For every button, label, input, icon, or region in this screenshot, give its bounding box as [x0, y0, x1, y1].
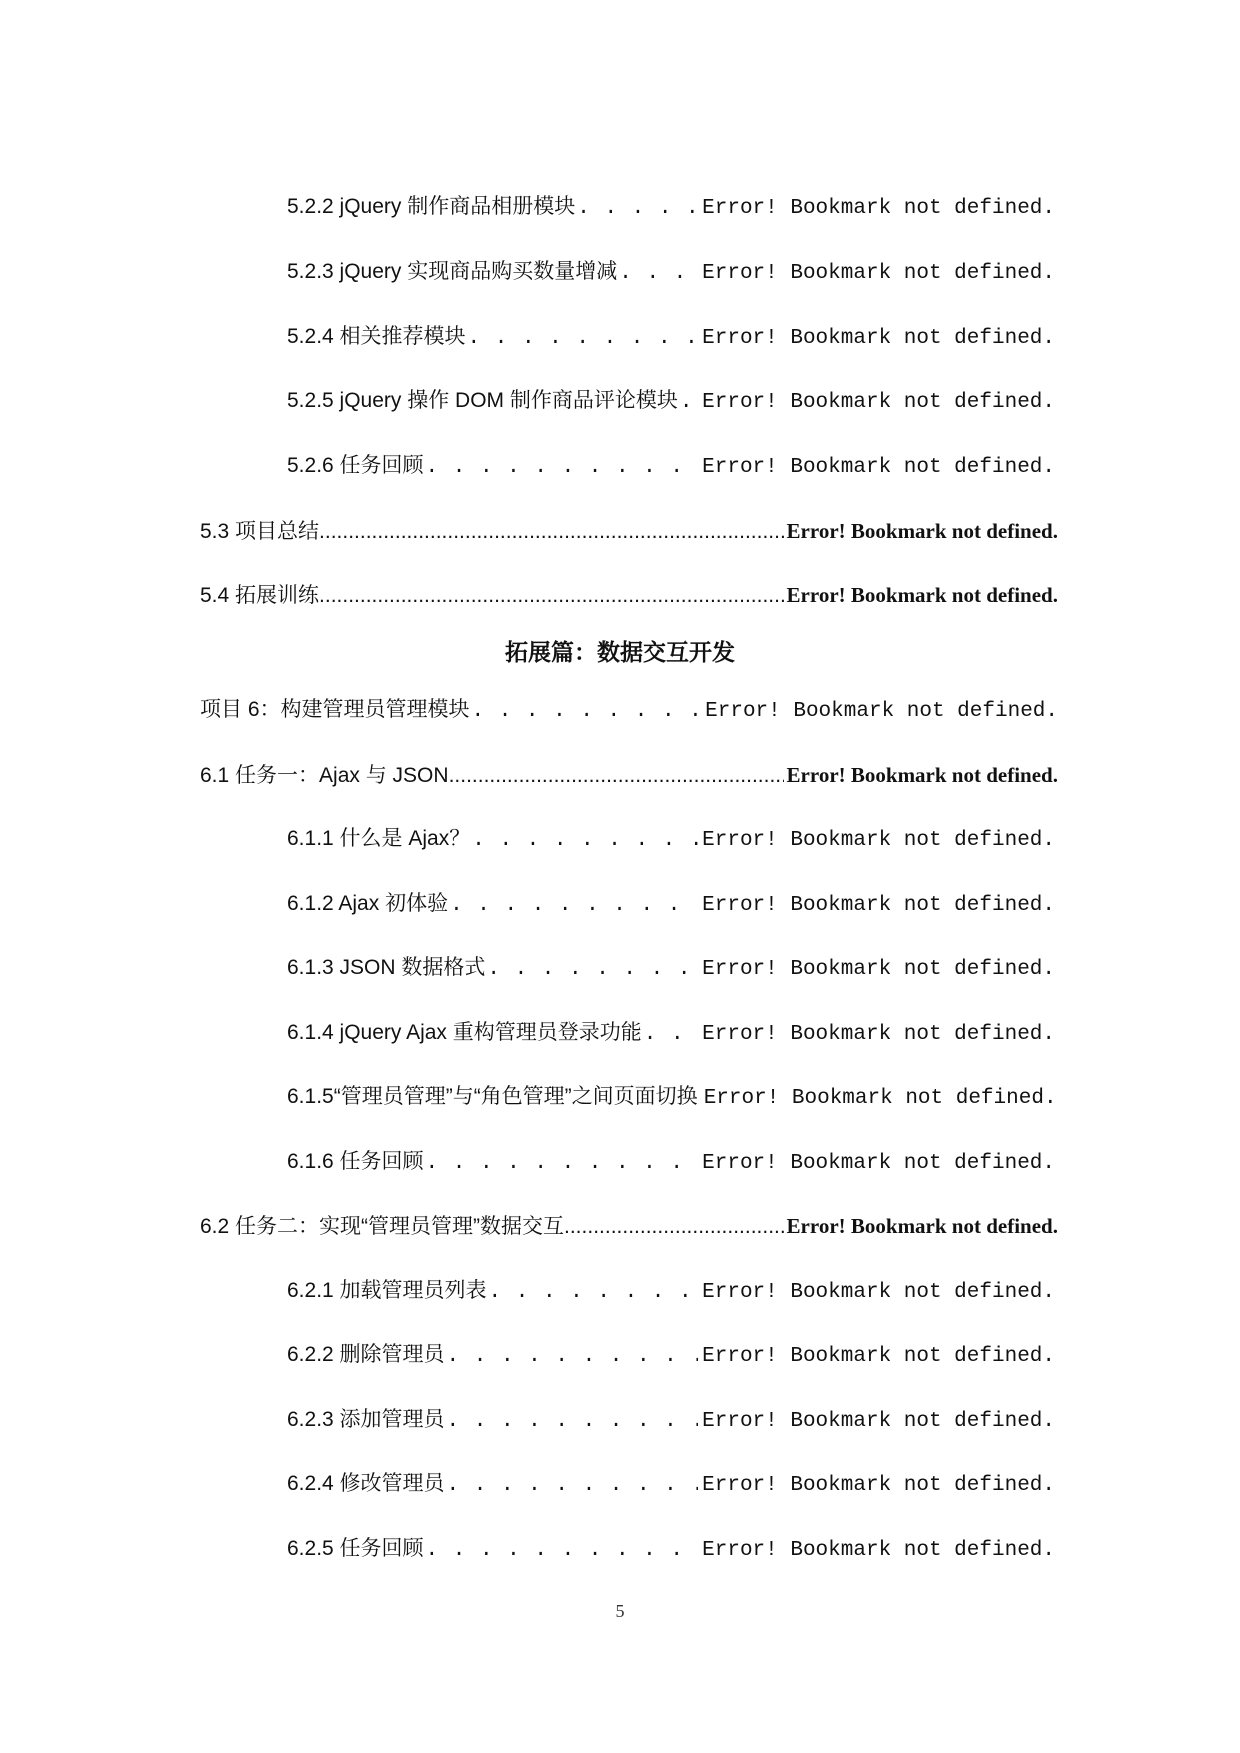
toc-entry-title: 6.1.2 Ajax 初体验: [287, 892, 449, 915]
toc-page-ref: Error! Bookmark not defined.: [705, 700, 1058, 723]
toc-entry-title: 5.2.3 jQuery 实现商品购买数量增减: [287, 260, 618, 283]
toc-entry[interactable]: [200, 690, 1058, 730]
toc-entry[interactable]: [287, 1335, 1055, 1375]
toc-page-ref: Error! Bookmark not defined.: [702, 1281, 1055, 1304]
toc-entry-title: 6.2.5 任务回顾: [287, 1537, 424, 1560]
toc-entry-title: 6.1.6 任务回顾: [287, 1150, 424, 1173]
toc-entry-title: 6.2.2 删除管理员: [287, 1343, 445, 1366]
dot-leader: [450, 886, 698, 926]
toc-entry[interactable]: [287, 317, 1055, 357]
toc-entry[interactable]: [200, 755, 1058, 795]
toc-entry[interactable]: [287, 948, 1055, 988]
dot-leader: [487, 950, 698, 990]
dot-leader: [577, 189, 698, 229]
toc-entry[interactable]: [287, 381, 1055, 421]
toc-entry-title: 6.2.3 添加管理员: [287, 1408, 445, 1431]
dot-leader: [319, 576, 784, 616]
toc-page-ref: Error! Bookmark not defined.: [702, 1345, 1055, 1368]
toc-page-ref: Error! Bookmark not defined.: [786, 519, 1058, 543]
toc-entry[interactable]: [287, 1271, 1055, 1311]
dot-leader: [426, 1531, 699, 1571]
toc-entry-title: 6.1.1 什么是 Ajax？: [287, 827, 471, 850]
toc-page-ref: Error! Bookmark not defined.: [702, 1410, 1055, 1433]
dot-leader: [447, 1466, 699, 1506]
toc-page-ref: Error! Bookmark not defined.: [702, 1539, 1055, 1562]
page-number: 5: [615, 1601, 625, 1621]
toc-entry[interactable]: [287, 1142, 1055, 1182]
toc-page-ref: Error! Bookmark not defined.: [702, 391, 1055, 414]
toc-page-ref: Error! Bookmark not defined.: [702, 894, 1055, 917]
toc-entry[interactable]: [287, 252, 1055, 292]
part-heading: 拓展篇：数据交互开发: [505, 640, 735, 666]
toc-entry[interactable]: [287, 1400, 1055, 1440]
dot-leader: [426, 448, 699, 488]
toc-entry[interactable]: [287, 819, 1055, 859]
toc-entry[interactable]: [200, 511, 1058, 551]
toc-entry-title: 6.2 任务二：实现“管理员管理”数据交互: [200, 1215, 565, 1238]
toc-page-ref: Error! Bookmark not defined.: [702, 829, 1055, 852]
toc-entry-title: 5.2.5 jQuery 操作 DOM 制作商品评论模块: [287, 389, 678, 412]
toc-page-ref: Error! Bookmark not defined.: [702, 327, 1055, 350]
toc-page-ref: Error! Bookmark not defined.: [786, 1214, 1058, 1238]
toc-page-ref: Error! Bookmark not defined.: [702, 1023, 1055, 1046]
dot-leader: [619, 254, 698, 294]
toc-entry[interactable]: [287, 1529, 1055, 1569]
toc-entry-title: 5.2.2 jQuery 制作商品相册模块: [287, 195, 576, 218]
toc-entry-title: 6.2.1 加载管理员列表: [287, 1279, 487, 1302]
dot-leader: [472, 692, 702, 732]
toc-entry-title: 5.2.6 任务回顾: [287, 454, 424, 477]
toc-entry[interactable]: [287, 187, 1055, 227]
toc-page-ref: Error! Bookmark not defined.: [703, 1087, 1057, 1110]
toc-page-ref: Error! Bookmark not defined.: [702, 456, 1055, 479]
toc-entry[interactable]: [287, 1077, 1055, 1117]
toc-page-ref: Error! Bookmark not defined.: [702, 1474, 1055, 1497]
dot-leader: [472, 821, 698, 861]
toc-entry-title: 6.2.4 修改管理员: [287, 1472, 445, 1495]
dot-leader: [564, 1207, 784, 1247]
toc-entry[interactable]: [287, 446, 1055, 486]
dot-leader: [447, 1337, 699, 1377]
toc-entry[interactable]: [200, 1206, 1058, 1246]
dot-leader: [489, 1273, 699, 1313]
dot-leader: [426, 1144, 699, 1184]
dot-leader: [319, 512, 784, 552]
toc-entry-title: 6.1 任务一：Ajax 与 JSON: [200, 764, 449, 787]
toc-page-ref: Error! Bookmark not defined.: [702, 262, 1055, 285]
toc-entry[interactable]: [287, 1464, 1055, 1504]
dot-leader: [447, 1402, 699, 1442]
dot-leader: [680, 383, 698, 423]
toc-entry-title: 6.1.4 jQuery Ajax 重构管理员登录功能: [287, 1021, 642, 1044]
dot-leader: [449, 756, 784, 796]
toc-entry-title: 5.4 拓展训练: [200, 584, 320, 607]
toc-entry[interactable]: [200, 575, 1058, 615]
dot-leader: [468, 319, 699, 359]
toc-entry-title: 6.1.5“管理员管理”与“角色管理”之间页面切换: [287, 1085, 698, 1108]
toc-page-ref: Error! Bookmark not defined.: [786, 763, 1058, 787]
dot-leader: [644, 1015, 698, 1055]
toc-page-ref: Error! Bookmark not defined.: [786, 583, 1058, 607]
toc-page-ref: Error! Bookmark not defined.: [702, 197, 1055, 220]
toc-page-ref: Error! Bookmark not defined.: [702, 1152, 1055, 1175]
toc-entry[interactable]: [287, 1013, 1055, 1053]
toc-entry-title: 5.3 项目总结: [200, 520, 320, 543]
toc-entry-title: 6.1.3 JSON 数据格式: [287, 956, 486, 979]
toc-page-ref: Error! Bookmark not defined.: [702, 958, 1055, 981]
toc-entry-title: 项目 6：构建管理员管理模块: [200, 698, 470, 721]
toc-entry[interactable]: [287, 884, 1055, 924]
toc-entry-title: 5.2.4 相关推荐模块: [287, 325, 466, 348]
